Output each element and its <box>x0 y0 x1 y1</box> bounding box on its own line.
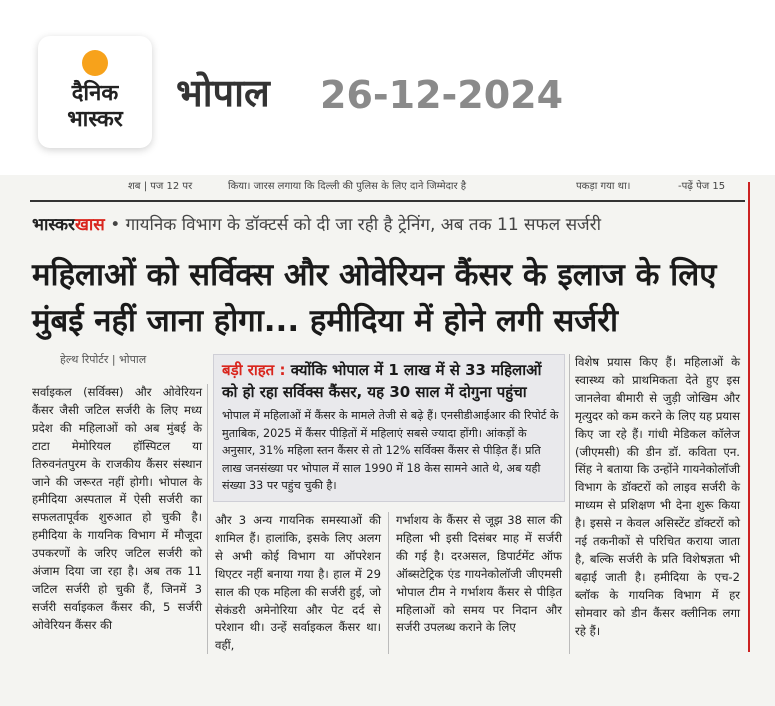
article-column-4: विशेष प्रयास किए हैं। महिलाओं के स्वास्थ्य को प्राथमिकता देते हुए इस जानलेवा बीमारी से जुड़ी जोखिम और मृत्युदर को कम करने के लिए यह प्रयास किए जा रहे हैं। गांधी मेडिकल कॉलेज (जीएमसी) की डीन डॉ. कविता एन. सिंह ने बताया कि उन्होंने गायनेकोलॉजी विभाग के डॉक्टरों को लाइव सर्जरी के माध्यम से प्रशिक्षण भी देना शुरू किया है। इससे न केवल असिस्टेंट डॉक्टरों को नई तकनीकों से परिचित कराया जाता है, बल्कि सर्जरी के प्रति विशेषज्ञता भी बढ़ाई जाती है। हमीदिया के एच-2 ब्लॉक के गायनिक विभाग में हर सोमवार को डीन कैंसर क्लीनिक लगा रहे हैं। <box>575 355 740 638</box>
highlight-box-title <box>222 359 562 403</box>
article-column-2: और 3 अन्य गायनिक समस्याओं की शामिल हैं। हालांकि, इसके लिए अलग से अभी कोई विभाग या ऑपरेशन थिएटर नहीं बनाया गया है। हाल में 29 साल की एक महिला की सर्जरी हुई, जो सेकंडरी अमेनोरिया और पेट दर्द से परेशान थी। उन्हें सर्वाइकल कैंसर था। वहीं, <box>215 513 381 653</box>
top-rule <box>30 200 745 202</box>
dainik-bhaskar-logo[interactable] <box>38 36 152 148</box>
kicker-brand-accent: खास <box>74 215 105 235</box>
column-divider <box>388 512 389 654</box>
article-column-1: सर्वाइकल (सर्विक्स) और ओवेरियन कैंसर जैसी जटिल सर्जरी के लिए मध्य प्रदेश की महिलाओं को अब मुंबई के टाटा मेमोरियल हॉस्पिटल या तिरुवनंतपुरम के राजकीय कैंसर संस्थान जाने की जरूरत नहीं होगी। भोपाल के हमीदिया अस्पताल में ऐसी सर्जरी का सफलतापूर्वक शुरुआत हो चुकी है। हमीदिया के गायनिक विभाग में मौजूदा उपकरणों के जरिए जटिल सर्जरी को अंजाम दिया जा रहा है। अब तक 11 जटिल सर्जरी हो चुकी हैं, जिनमें 3 सर्जरी सर्वाइकल कैंसर की, 5 सर्जरी ओवेरियन कैंसर की <box>32 385 202 632</box>
highlight-box <box>213 354 565 502</box>
headline: महिलाओं को सर्विक्स और ओवेरियन कैंसर के इलाज के लिए मुंबई नहीं जाना होगा... हमीदिया में होने लगी सर्जरी <box>32 257 717 339</box>
highlight-box-text: भोपाल में महिलाओं में कैंसर के मामले तेजी से बढ़े हैं। एनसीडीआईआर की रिपोर्ट के मुताबिक, 2025 में कैंसर पीड़ितों में महिलाएं सबसे ज्यादा होंगी। आंकड़ों के अनुसार, 31% महिला स्तन कैंसर से तो 12% सर्विक्स कैंसर से पीड़ित हैं। प्रति लाख जनसंख्या पर भोपाल में साल 1990 में 18 केस सामने आते थे, अब यही संख्या 33 पर पहुंच चुकी है। <box>222 409 559 492</box>
column-divider <box>569 354 570 654</box>
kicker-brand: भास्कर <box>32 215 75 235</box>
column-divider <box>207 384 208 654</box>
strip-middle: किया। जारस लगाया कि दिल्ली की पुलिस के लिए दाने जिम्मेदार है <box>228 181 467 192</box>
strip-left: शब | पज 12 पर <box>128 181 193 192</box>
kicker-text: • गायनिक विभाग के डॉक्टर्स को दी जा रही है ट्रेनिंग, अब तक 11 सफल सर्जरी <box>110 215 602 235</box>
city-name: भोपाल <box>176 71 270 115</box>
sun-icon <box>82 50 108 76</box>
kicker-line <box>32 214 601 236</box>
page-header <box>0 0 775 170</box>
byline: हेल्थ रिपोर्टर | भोपाल <box>60 353 147 366</box>
right-margin-line <box>748 182 750 652</box>
strip-right1: पकड़ा गया था। <box>576 181 631 192</box>
article-column-3: गर्भाशय के कैंसर से जूझ 38 साल की महिला भी इसी दिसंबर माह में सर्जरी की गई है। दरअसल, डिपार्टमेंट ऑफ ऑब्सटेट्रिक एंड गायनेकोलॉजी जीएमसी भोपाल टीम ने गर्भाशय कैंसर से पीड़ित महिलाओं को समय पर निदान और सर्जरी उपलब्ध कराने के लिए <box>396 513 562 635</box>
highlight-title-text: क्योंकि भोपाल में 1 लाख में से 33 महिलाओं को हो रहा सर्विक्स कैंसर, यह 30 साल में दोगुना पहुंचा <box>222 361 542 401</box>
highlight-label: बड़ी राहत : <box>222 361 286 379</box>
edition-date: 26-12-2024 <box>320 73 564 117</box>
strip-right2: -पढ़ें पेज 15 <box>678 181 726 192</box>
logo-text-line2: भास्कर <box>67 107 123 132</box>
previous-story-strip <box>128 178 738 194</box>
logo-text-line1: दैनिक <box>71 81 119 106</box>
